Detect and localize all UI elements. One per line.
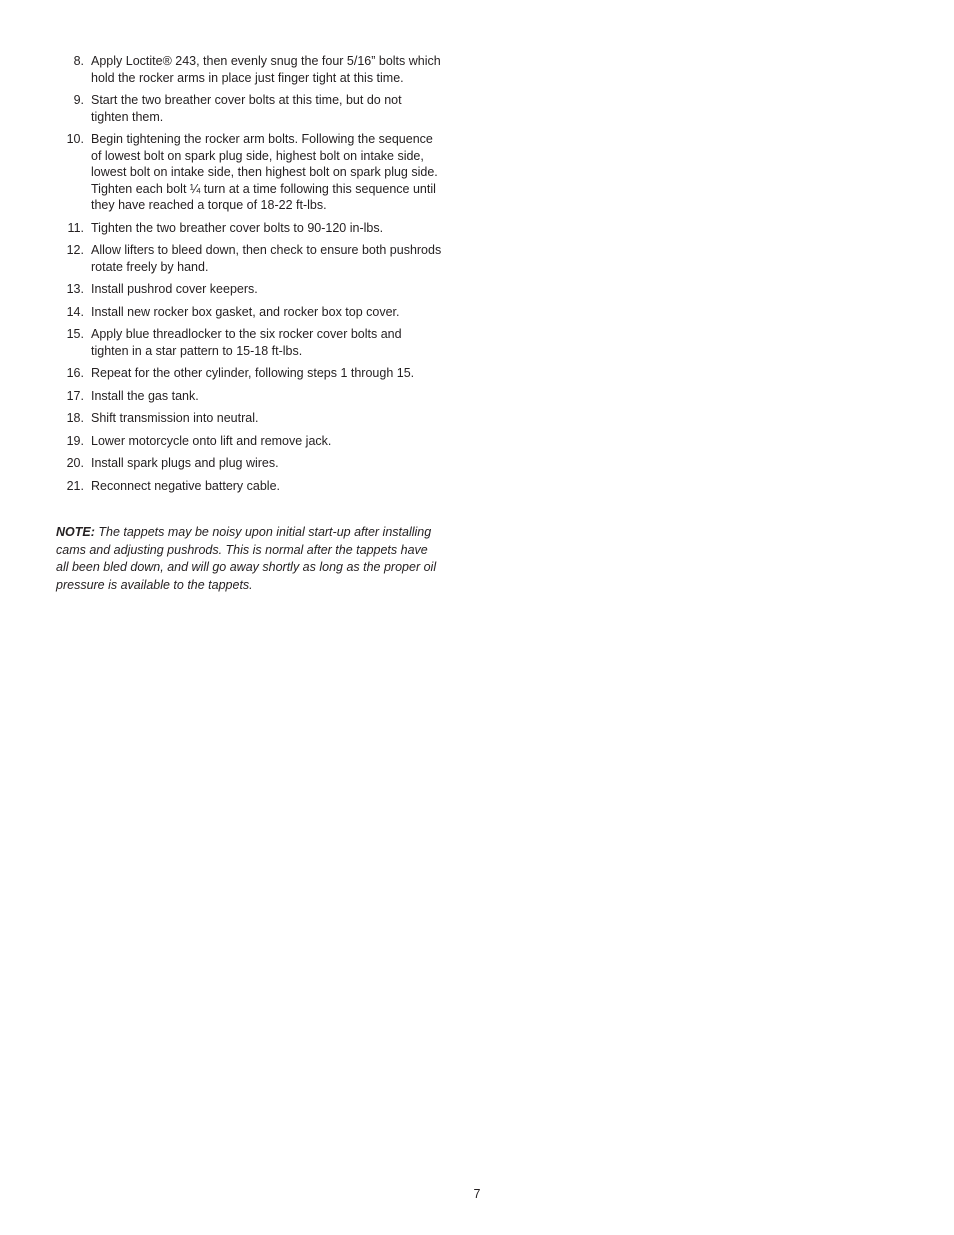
step-number: 13. [66, 282, 84, 296]
step-line: Begin tightening the rocker arm bolts. Following the sequence [91, 132, 433, 146]
step-14 [56, 304, 486, 321]
note-line: all been bled down, and will go away shortly as long as the proper oil [56, 560, 437, 575]
step-21 [56, 478, 486, 495]
step-8 [56, 53, 486, 86]
note-paragraph [56, 524, 496, 595]
step-line: tighten them. [91, 109, 164, 124]
step-text [91, 281, 258, 298]
step-text [91, 478, 280, 495]
step-line: rotate freely by hand. [91, 259, 209, 274]
step-line: Apply Loctite® 243, then evenly snug the four 5/16” bolts which [91, 54, 441, 68]
step-text [91, 388, 199, 405]
step-number: 8. [73, 54, 84, 68]
step-10 [56, 131, 486, 214]
step-number: 14. [66, 304, 84, 319]
step-text [91, 92, 402, 125]
step-number: 16. [66, 366, 84, 380]
step-text [91, 220, 383, 237]
step-number: 11. [67, 220, 84, 235]
step-13 [56, 281, 486, 298]
step-text [91, 131, 438, 214]
note-text: The tappets may be noisy upon initial start-up after installing [98, 525, 432, 539]
step-text [91, 410, 258, 427]
step-text [91, 242, 441, 275]
step-9 [56, 92, 486, 125]
step-line: of lowest bolt on spark plug side, highest bolt on intake side, [91, 148, 424, 163]
step-15 [56, 326, 486, 359]
step-line: Install spark plugs and plug wires. [91, 456, 279, 470]
step-number: 20. [66, 456, 84, 470]
step-line: Install new rocker box gasket, and rocker box top cover. [91, 304, 400, 319]
step-line: Tighten each bolt ¼ turn at a time following this sequence until [91, 181, 436, 196]
step-text [91, 365, 414, 382]
step-11 [56, 220, 486, 237]
step-line: Start the two breather cover bolts at this time, but do not [91, 93, 402, 107]
step-line: Repeat for the other cylinder, following steps 1 through 15. [91, 366, 415, 380]
step-line: Tighten the two breather cover bolts to 90-120 in-lbs. [91, 220, 384, 235]
step-17 [56, 388, 486, 405]
step-number: 17. [66, 388, 84, 403]
step-line: they have reached a torque of 18-22 ft-lbs. [91, 198, 327, 212]
step-number: 21. [66, 478, 84, 493]
step-line: lowest bolt on intake side, then highest bolt on spark plug side. [91, 165, 438, 179]
note-line [56, 524, 496, 542]
step-number: 9. [73, 93, 84, 107]
step-line: Install pushrod cover keepers. [91, 282, 258, 296]
step-text [91, 455, 279, 472]
note-line: pressure is available to the tappets. [56, 578, 253, 593]
step-16 [56, 365, 486, 382]
step-line: Reconnect negative battery cable. [91, 478, 281, 493]
note-line: cams and adjusting pushrods. This is normal after the tappets have [56, 542, 428, 557]
step-line: tighten in a star pattern to 15-18 ft-lbs. [91, 343, 303, 358]
step-number: 10. [66, 132, 84, 146]
step-line: Install the gas tank. [91, 388, 199, 403]
step-line: Apply blue threadlocker to the six rocker cover bolts and [91, 327, 402, 341]
step-text [91, 53, 441, 86]
step-text [91, 304, 400, 321]
step-text [91, 433, 331, 450]
step-line: hold the rocker arms in place just finger tight at this time. [91, 70, 404, 85]
step-number: 15. [66, 327, 84, 341]
step-18 [56, 410, 486, 427]
page-number: 7 [473, 1187, 481, 1201]
step-19 [56, 433, 486, 450]
step-number: 19. [66, 433, 84, 448]
step-line: Allow lifters to bleed down, then check to ensure both pushrods [91, 243, 442, 257]
step-12 [56, 242, 486, 275]
installation-steps-list [56, 53, 486, 500]
step-number: 12. [66, 243, 84, 257]
step-number: 18. [66, 411, 84, 425]
note-label: NOTE: [56, 525, 95, 539]
step-text [91, 326, 402, 359]
step-20 [56, 455, 486, 472]
step-line: Lower motorcycle onto lift and remove jack. [91, 433, 332, 448]
step-line: Shift transmission into neutral. [91, 411, 259, 425]
